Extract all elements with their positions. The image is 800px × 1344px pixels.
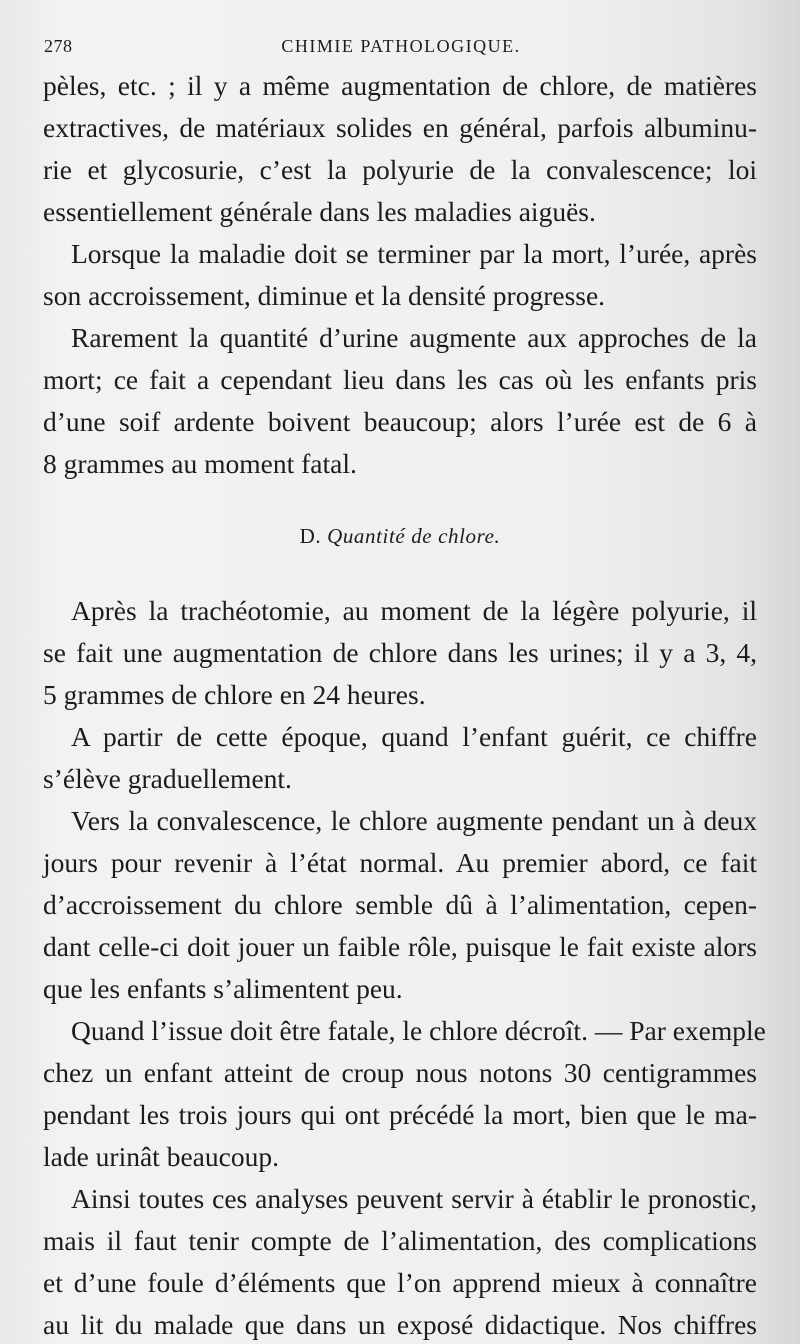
- page-number: 278: [44, 36, 73, 56]
- text-line: pendant les trois jours qui ont précédé la mort, bien que le ma-: [43, 1099, 757, 1130]
- text-line: A partir de cette époque, quand l’enfant guérit, ce chiffre: [71, 721, 757, 752]
- text-line: lade urinât beaucoup.: [43, 1141, 279, 1172]
- text-line: extractives, de matériaux solides en général, parfois albuminu-: [43, 112, 757, 143]
- text-line: d’accroissement du chlore semble dû à l’alimentation, cepen-: [43, 889, 757, 920]
- text-line: Vers la convalescence, le chlore augmente pendant un à deux: [71, 805, 757, 836]
- text-line: essentiellement générale dans les maladies aiguës.: [43, 196, 596, 227]
- text-line: dant celle-ci doit jouer un faible rôle, puisque le fait existe alors: [43, 931, 757, 962]
- running-title: CHIMIE PATHOLOGIQUE.: [281, 36, 521, 56]
- text-line: et d’une foule d’éléments que l’on apprend mieux à connaître: [43, 1267, 757, 1298]
- text-line: chez un enfant atteint de croup nous notons 30 centigrammes: [43, 1057, 757, 1088]
- text-line: Quand l’issue doit être fatale, le chlore décroît. — Par exemple: [71, 1015, 766, 1046]
- text-line: s’élève graduellement.: [43, 763, 292, 794]
- text-line: mort; ce fait a cependant lieu dans les cas où les enfants pris: [43, 364, 757, 395]
- text-line: Rarement la quantité d’urine augmente aux approches de la: [71, 322, 757, 353]
- text-line: mais il faut tenir compte de l’alimentation, des complications: [43, 1225, 757, 1256]
- text-line: se fait une augmentation de chlore dans les urines; il y a 3, 4,: [43, 637, 757, 668]
- section-title: Quantité de chlore.: [327, 524, 501, 548]
- page-header: [40, 36, 762, 58]
- text-line: au lit du malade que dans un exposé didactique. Nos chiffres: [43, 1309, 757, 1340]
- text-line: pèles, etc. ; il y a même augmentation de chlore, de matières: [43, 70, 757, 101]
- text-block-bottom: [43, 590, 766, 1344]
- text-line: jours pour revenir à l’état normal. Au premier abord, ce fait: [43, 847, 757, 878]
- text-line: Ainsi toutes ces analyses peuvent servir à établir le pronostic,: [71, 1183, 757, 1214]
- text-line: son accroissement, diminue et la densité progresse.: [43, 280, 606, 311]
- text-line: rie et glycosurie, c’est la polyurie de la convalescence; loi: [43, 154, 757, 185]
- text-line: d’une soif ardente boivent beaucoup; alors l’urée est de 6 à: [43, 406, 757, 437]
- text-block-top: [43, 65, 757, 485]
- section-heading: [0, 524, 800, 549]
- text-line: Lorsque la maladie doit se terminer par la mort, l’urée, après: [71, 238, 757, 269]
- section-letter: D.: [299, 524, 322, 548]
- text-line: 5 grammes de chlore en 24 heures.: [43, 679, 426, 710]
- text-line: 8 grammes au moment fatal.: [43, 448, 357, 479]
- text-line: que les enfants s’alimentent peu.: [43, 973, 403, 1004]
- text-line: Après la trachéotomie, au moment de la légère polyurie, il: [71, 595, 757, 626]
